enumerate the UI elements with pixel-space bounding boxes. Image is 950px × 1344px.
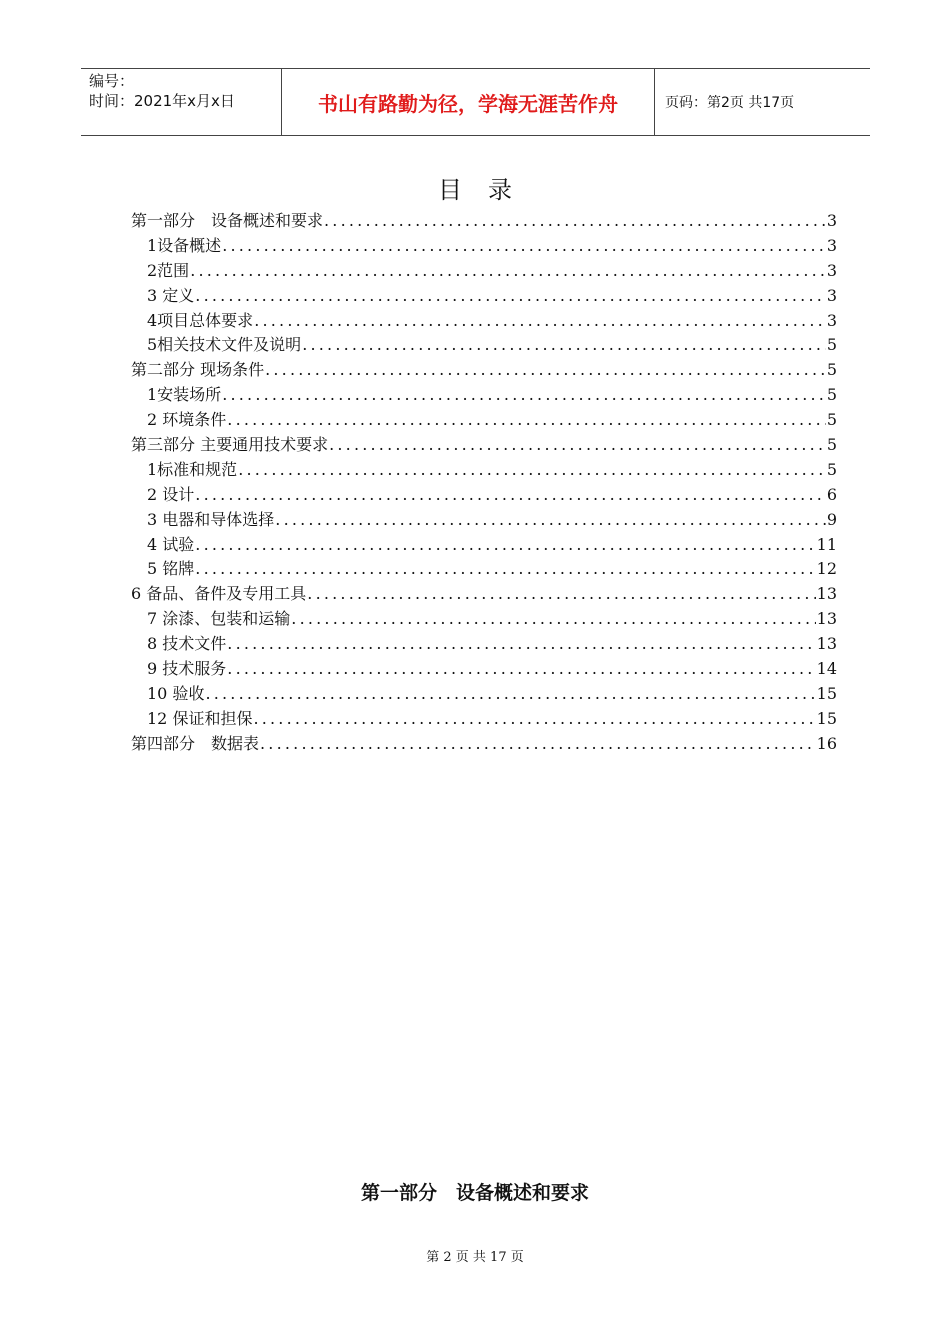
toc-leader-dots — [195, 557, 815, 582]
toc-entry-page: 5 — [826, 335, 837, 355]
toc-entry-label: 10 验收 — [147, 683, 205, 703]
toc-entry[interactable] — [131, 533, 837, 558]
toc-entry-page: 9 — [826, 509, 837, 529]
document-number-label: 编号： — [89, 72, 135, 90]
header-meta — [81, 69, 282, 135]
toc-entry-label: 8 技术文件 — [147, 634, 227, 654]
toc-leader-dots — [324, 209, 826, 234]
toc-entry-page: 3 — [826, 285, 837, 305]
table-of-contents — [131, 209, 837, 757]
toc-entry-page: 3 — [826, 211, 837, 230]
toc-entry-page: 3 — [826, 310, 837, 330]
toc-leader-dots — [195, 284, 826, 309]
toc-entry-page: 3 — [826, 260, 837, 280]
toc-entry-label: 2 设计 — [147, 484, 195, 504]
toc-entry[interactable] — [131, 358, 837, 383]
toc-leader-dots — [260, 732, 816, 757]
toc-entry-page: 11 — [816, 534, 837, 554]
toc-leader-dots — [291, 607, 815, 632]
toc-entry[interactable] — [131, 284, 837, 309]
toc-entry-label: 4项目总体要求 — [147, 310, 254, 330]
toc-title: 目录 — [438, 176, 538, 204]
toc-entry-label: 1安装场所 — [147, 385, 222, 405]
toc-entry[interactable] — [131, 682, 837, 707]
toc-entry-label: 第二部分 现场条件 — [131, 360, 265, 380]
toc-leader-dots — [190, 259, 826, 284]
toc-leader-dots — [205, 682, 815, 707]
toc-entry-label: 2 环境条件 — [147, 410, 227, 430]
toc-entry-page: 3 — [826, 235, 837, 255]
toc-entry-page: 6 — [826, 484, 837, 504]
toc-entry-page: 15 — [816, 683, 837, 703]
toc-leader-dots — [238, 458, 826, 483]
toc-entry-label: 7 涂漆、包装和运输 — [147, 609, 291, 629]
toc-entry-label: 12 保证和担保 — [147, 708, 253, 728]
toc-entry-label: 第一部分 设备概述和要求 — [131, 211, 324, 230]
toc-entry[interactable] — [131, 234, 837, 259]
toc-entry-label: 4 试验 — [147, 534, 195, 554]
toc-leader-dots — [265, 358, 826, 383]
toc-entry-label: 9 技术服务 — [147, 659, 227, 679]
toc-entry[interactable] — [131, 657, 837, 682]
toc-entry[interactable] — [131, 408, 837, 433]
header-page-info: 页码：第2页 共17页 — [665, 95, 795, 111]
page-footer: 第 2 页 共 17 页 — [426, 1250, 524, 1265]
toc-leader-dots — [222, 383, 826, 408]
section-heading: 第一部分 设备概述和要求 — [360, 1182, 589, 1204]
toc-entry-page: 5 — [826, 459, 837, 479]
toc-entry-page: 5 — [826, 435, 837, 455]
toc-entry-page: 15 — [816, 708, 837, 728]
toc-entry-label: 1标准和规范 — [147, 459, 238, 479]
toc-entry-label: 5相关技术文件及说明 — [147, 335, 302, 355]
toc-entry-label: 2范围 — [147, 260, 190, 280]
toc-leader-dots — [302, 333, 826, 358]
toc-entry[interactable] — [131, 557, 837, 582]
toc-entry[interactable] — [131, 732, 837, 757]
toc-leader-dots — [307, 582, 815, 607]
toc-entry[interactable] — [131, 309, 837, 334]
toc-entry-page: 14 — [816, 659, 837, 679]
toc-entry-label: 第三部分 主要通用技术要求 — [131, 435, 329, 455]
toc-entry[interactable] — [131, 383, 837, 408]
toc-entry-label: 3 电器和导体选择 — [147, 509, 275, 529]
toc-leader-dots — [254, 309, 826, 334]
toc-leader-dots — [329, 433, 826, 458]
toc-entry[interactable] — [131, 707, 837, 732]
document-date-label: 时间：2021年x月x日 — [89, 92, 235, 110]
toc-entry-page: 12 — [816, 559, 837, 579]
toc-entry[interactable] — [131, 333, 837, 358]
toc-entry-label: 3 定义 — [147, 285, 195, 305]
toc-entry[interactable] — [131, 209, 837, 234]
toc-entry-page: 16 — [816, 733, 837, 753]
toc-entry-page: 13 — [816, 584, 837, 604]
toc-entry[interactable] — [131, 632, 837, 657]
toc-leader-dots — [275, 508, 826, 533]
toc-entry-page: 5 — [826, 385, 837, 405]
toc-entry[interactable] — [131, 433, 837, 458]
toc-entry[interactable] — [131, 458, 837, 483]
toc-leader-dots — [253, 707, 815, 732]
toc-entry[interactable] — [131, 259, 837, 284]
toc-leader-dots — [227, 408, 826, 433]
toc-leader-dots — [227, 657, 815, 682]
toc-leader-dots — [227, 632, 815, 657]
toc-entry[interactable] — [131, 607, 837, 632]
toc-entry[interactable] — [131, 582, 837, 607]
toc-entry-label: 1设备概述 — [147, 235, 222, 255]
toc-entry-page: 13 — [816, 609, 837, 629]
toc-entry-label: 6 备品、备件及专用工具 — [131, 584, 307, 604]
page-header — [81, 68, 870, 136]
toc-leader-dots — [195, 483, 826, 508]
toc-entry-label: 5 铭牌 — [147, 559, 195, 579]
toc-entry-page: 5 — [826, 360, 837, 380]
toc-entry[interactable] — [131, 508, 837, 533]
header-motto: 书山有路勤为径，学海无涯苦作舟 — [282, 69, 655, 135]
toc-entry[interactable] — [131, 483, 837, 508]
toc-leader-dots — [222, 234, 826, 259]
toc-entry-page: 13 — [816, 634, 837, 654]
toc-entry-page: 5 — [826, 410, 837, 430]
toc-entry-label: 第四部分 数据表 — [131, 733, 260, 753]
toc-leader-dots — [195, 533, 815, 558]
